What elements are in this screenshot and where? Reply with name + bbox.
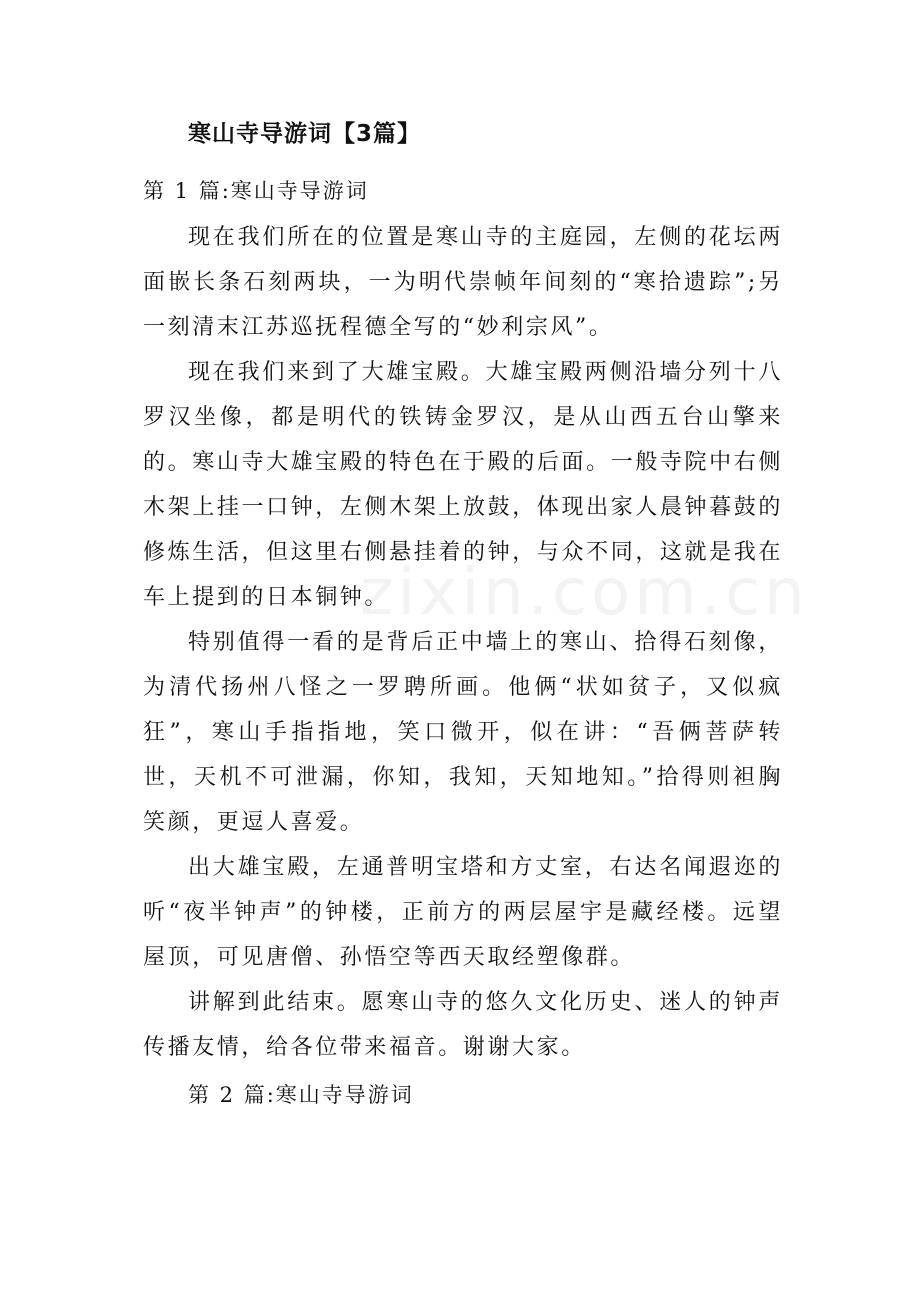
watermark: zixin.com.cn [360, 556, 809, 630]
section-1-heading: 第 1 篇:寒山寺导游词 [143, 179, 369, 203]
paragraph-stone-carving: 特别值得一看的是背后正中墙上的寒山、拾得石刻像，为清代扬州八怪之一罗聘所画。他俩“状如贫子，又似疯狂”，寒山手指指地，笑口微开，似在讲：“吾俩菩萨转世，天机不可泄漏，你知，我知，天知地知。”拾得则袒胸笑颜，更逗人喜爱。 [143, 630, 783, 835]
paragraph-closing: 讲解到此结束。愿寒山寺的悠久文化历史、迷人的钟声传播友情，给各位带来福音。谢谢大家。 [143, 990, 783, 1060]
section-2-heading: 第 2 篇:寒山寺导游词 [188, 1083, 414, 1107]
paragraph-bell-tower: 出大雄宝殿，左通普明宝塔和方丈室，右达名闻遐迩的听“夜半钟声”的钟楼，正前方的两层屋宇是藏经楼。远望屋顶，可见唐僧、孙悟空等西天取经塑像群。 [143, 855, 783, 970]
document-title: 寒山寺导游词【3篇】 [188, 121, 422, 147]
paragraph-main-hall: 现在我们来到了大雄宝殿。大雄宝殿两侧沿墙分列十八罗汉坐像，都是明代的铁铸金罗汉，是从山西五台山擎来的。寒山寺大雄宝殿的特色在于殿的后面。一般寺院中右侧木架上挂一口钟，左侧木架上放鼓，体现出家人晨钟暮鼓的修炼生活，但这里右侧悬挂着的钟，与众不同，这就是我在车上提到的日本铜钟。 [143, 360, 783, 610]
paragraph-courtyard: 现在我们所在的位置是寒山寺的主庭园，左侧的花坛两面嵌长条石刻两块，一为明代崇帧年间刻的“寒拾遗踪”;另一刻清末江苏巡抚程德全写的“妙利宗风”。 [143, 225, 783, 340]
